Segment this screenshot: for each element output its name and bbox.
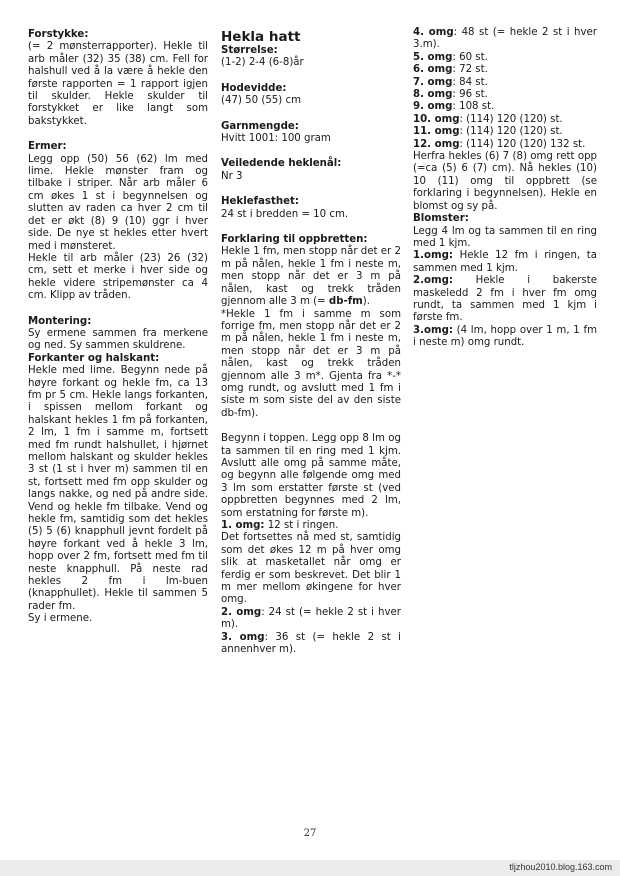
round-label: 7. omg xyxy=(413,76,453,88)
round-text: : 60 st. xyxy=(452,51,488,63)
page-number: 27 xyxy=(303,828,317,839)
text-forklaring-1 xyxy=(221,246,401,308)
round-text: : (114) 120 (120) st. xyxy=(459,113,563,125)
text-blomster: Legg 4 lm og ta sammen til en ring med 1 kjm. xyxy=(413,225,597,249)
round-text: : 96 st. xyxy=(452,89,488,101)
row-blomst-omg-3 xyxy=(413,325,597,350)
blomst-omg-2-text: Hekle i bakerste maskeledd 2 fm i hver fm omg rundt, ta sammen med 1 kjm i første fm. xyxy=(413,275,597,324)
row-omg-3 xyxy=(221,632,401,657)
round-label: 8. omg xyxy=(413,89,453,101)
text-garnmengde: Hvitt 1001: 100 gram xyxy=(221,133,331,145)
round-text: : (114) 120 (120) st. xyxy=(459,126,563,138)
blomst-omg-1-label: 1.omg: xyxy=(413,250,453,262)
forklaring-db-fm: db-fm xyxy=(328,296,363,308)
text-begynn: Begynn i toppen. Legg opp 8 lm og ta sammen til en ring med 1 kjm. Avslutt alle omg på samme måte, og begynn alle følgende omg med 3 lm som erstatter første st (ved oppbretten begynnes med 2 lm, som erstatning for første m). xyxy=(221,433,401,519)
text-sy-ermene: Sy i ermene. xyxy=(28,613,93,625)
list-item xyxy=(413,101,597,113)
round-label: 12. omg xyxy=(413,138,460,150)
list-item xyxy=(413,77,597,89)
round-text: : 72 st. xyxy=(452,64,488,76)
column-right xyxy=(413,27,597,350)
list-item xyxy=(413,52,597,64)
heading-ermer: Ermer: xyxy=(28,141,67,153)
forklaring-part-1: Hekle 1 fm, men stopp når det er 2 m på nålen, hekle 1 fm i neste m, men stopp når det er 3 m på nålen, kast og trekk tråden gjennom alle 3 m (= xyxy=(221,246,401,308)
row-omg-1 xyxy=(221,520,401,532)
footer-bar xyxy=(0,860,620,876)
text-montering: Sy ermene sammen fra merkene og ned. Sy sammen skuldrene. xyxy=(28,327,208,352)
heading-forklaring: Forklaring til oppbretten: xyxy=(221,234,368,246)
blomst-omg-1-text: Hekle 12 fm i ringen, ta sammen med 1 kjm. xyxy=(413,250,597,274)
heading-forstykke: Forstykke: xyxy=(28,29,89,40)
pattern-title: Hekla hatt xyxy=(221,29,301,45)
omg-4-text: : 48 st (= hekle 2 st i hver 3.m). xyxy=(413,27,597,51)
heading-montering: Montering: xyxy=(28,315,92,327)
column-middle xyxy=(221,29,401,656)
heading-blomster: Blomster: xyxy=(413,213,469,225)
text-hodevidde: (47) 50 (55) cm xyxy=(221,95,302,107)
row-omg-2 xyxy=(221,607,401,632)
round-label: 10. omg xyxy=(413,113,460,125)
omg-3-text: : 36 st (= hekle 2 st i annenhver m). xyxy=(221,631,401,656)
omg-1-label: 1. omg: xyxy=(221,520,265,531)
row-blomst-omg-1 xyxy=(413,250,597,275)
list-item xyxy=(413,89,597,101)
list-item xyxy=(413,139,597,151)
text-forklaring-2: *Hekle 1 fm i samme m som forrige fm, men stopp når det er 2 m på nålen, hekle 1 fm i neste m, men stopp når det er 3 m på nålen, kast og trekk tråden gjennom alle 3 m*. Gjenta fra *-* omg rundt, og avslutt med 1 fm i siste m som siste del av den siste db-fm). xyxy=(221,308,401,419)
list-item xyxy=(413,114,597,126)
column-left xyxy=(28,29,208,626)
heading-hodevidde: Hodevidde: xyxy=(221,82,287,94)
text-storrelse: (1-2) 2-4 (6-8)år xyxy=(221,57,304,69)
heading-forkanter: Forkanter og halskant: xyxy=(28,352,160,364)
text-ermer-2: Hekle til arb måler (23) 26 (32) cm, sett et merke i hver side og hekle videre stripemønster ca 4 cm. Klipp av tråden. xyxy=(28,252,208,302)
round-text: : (114) 120 (120) 132 st. xyxy=(459,138,586,150)
heading-garnmengde: Garnmengde: xyxy=(221,120,299,132)
text-heklefasthet: 24 st i bredden = 10 cm. xyxy=(221,208,349,220)
round-label: 9. omg xyxy=(413,101,453,113)
row-blomst-omg-2 xyxy=(413,275,597,325)
text-ermer-1: Legg opp (50) 56 (62) lm med lime. Hekle mønster fram og tilbake i striper. Når arb måler 6 cm økes 1 st i begynnelsen og slutten av raden ca hver 2 cm til det er økt (8) 9 (10) ggr i hver side. De nye st hekles etter hvert med i mønsteret. xyxy=(28,153,208,252)
round-label: 11. omg xyxy=(413,126,460,138)
round-text: : 84 st. xyxy=(452,76,488,88)
heading-heklenal: Veiledende heklenål: xyxy=(221,158,342,170)
forklaring-part-3: ). xyxy=(362,296,371,308)
text-forstykke: (= 2 mønsterrapporter). Hekle til arb måler (32) 35 (38) cm. Fell for halshull ved å la være å hekle den første rapporten = 1 rapport igjen til skulder. Hekle skulder til forstykket er like langt som bakstykket. xyxy=(28,41,208,127)
row-omg-4 xyxy=(413,27,597,52)
omg-2-text: : 24 st (= hekle 2 st i hver m). xyxy=(221,606,401,631)
round-label: 5. omg xyxy=(413,51,453,63)
heading-heklefasthet: Heklefasthet: xyxy=(221,196,299,208)
text-forkanter: Hekle med lime. Begynn nede på høyre forkant og hekle fm, ca 13 fm pr 5 cm. Hekle langs forkanten, i spissen mellom forkant og halskant hekles 1 fm på forkanten, 2 lm, 1 fm i samme m, fortsett med fm rundt halshullet, i hjørnet mellom halskant og skulder hekles 3 st (1 st i hver m) sammen til en st, fortsett med fm opp skulder og langs nakke, og ned på andre side. Vend og hekle fm tilbake. Vend og hekle fm, samtidig som det hekles (5) 5 (6) knapphull jevnt fordelt på høyre forkant ved å hekle 3 lm, hopp over 2 fm, fortsett med fm til neste knapphull. På neste rad hekles 2 fm i lm-buen (knapphullet). Hekle til sammen 5 rader fm. xyxy=(28,365,208,612)
footer-watermark: tljzhou2010.blog.163.com xyxy=(509,862,612,872)
omg-1-text: 12 st i ringen. xyxy=(264,520,339,531)
blomst-omg-3-text: (4 lm, hopp over 1 m, 1 fm i neste m) omg rundt. xyxy=(413,324,597,349)
list-item xyxy=(413,126,597,138)
round-text: : 108 st. xyxy=(452,101,495,113)
omg-3-label: 3. omg xyxy=(221,631,265,643)
omg-4-label: 4. omg xyxy=(413,27,454,38)
omg-2-label: 2. omg xyxy=(221,606,262,618)
blomst-omg-3-label: 3.omg: xyxy=(413,324,453,336)
list-item xyxy=(413,64,597,76)
heading-storrelse: Størrelse: xyxy=(221,45,278,56)
rounds-list xyxy=(413,52,597,151)
text-fortsettes: Det fortsettes nå med st, samtidig som det økes 12 m på hver omg slik at masketallet når omg er ferdig er som beskrevet. Det blir 1 m mer mellom økingene for hver omg. xyxy=(221,532,401,606)
text-heklenal: Nr 3 xyxy=(221,170,243,182)
round-label: 6. omg xyxy=(413,64,453,76)
text-herfra: Herfra hekles (6) 7 (8) omg rett opp (=ca (5) 6 (7) cm). Nå hekles (10) 10 (11) omg til oppbrett (se forklaring i begynnelsen). Hekle en blomst og sy på. xyxy=(413,151,597,212)
blomst-omg-2-label: 2.omg: xyxy=(413,275,453,287)
